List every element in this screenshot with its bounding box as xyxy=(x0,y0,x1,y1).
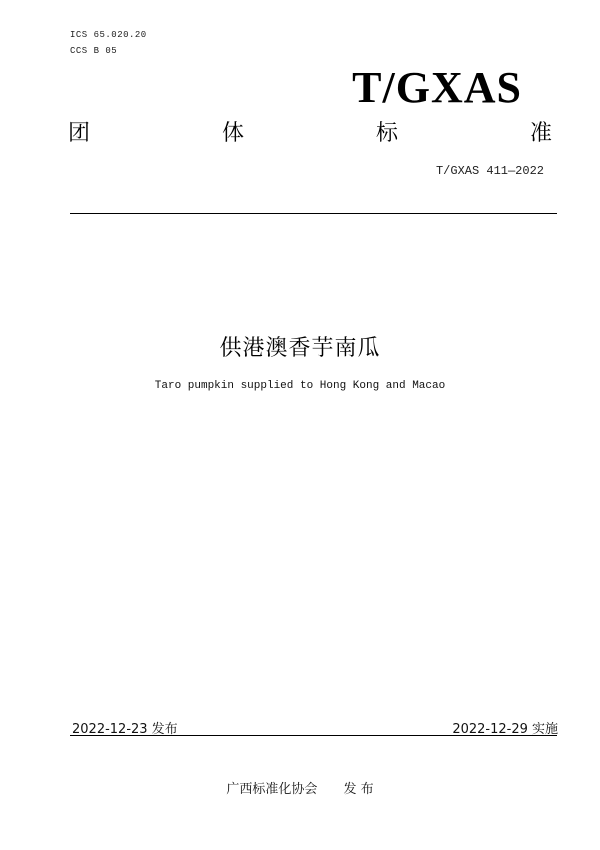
ics-code: ICS 65.020.20 xyxy=(70,30,147,40)
standard-type-char: 准 xyxy=(529,121,552,146)
issuer-name: 广西标准化协会 xyxy=(226,782,318,797)
document-title-chinese: 供港澳香芋南瓜 xyxy=(219,336,381,361)
standard-type-char: 团 xyxy=(68,121,91,146)
issuer-line xyxy=(0,778,600,797)
publish-date: 2022-12-23 发布 xyxy=(72,722,178,737)
standard-logo: T/GXAS xyxy=(352,63,522,112)
standard-type-char: 标 xyxy=(375,121,398,146)
standard-type xyxy=(68,116,552,147)
issuer-action: 发 布 xyxy=(343,782,374,797)
header-divider xyxy=(70,213,557,214)
standard-type-char: 体 xyxy=(221,121,244,146)
standard-number: T/GXAS 411—2022 xyxy=(435,164,544,178)
footer-divider xyxy=(70,735,557,736)
implement-date: 2022-12-29 实施 xyxy=(452,722,558,737)
ccs-code: CCS B 05 xyxy=(70,46,118,56)
document-title-english: Taro pumpkin supplied to Hong Kong and Macao xyxy=(154,380,446,392)
